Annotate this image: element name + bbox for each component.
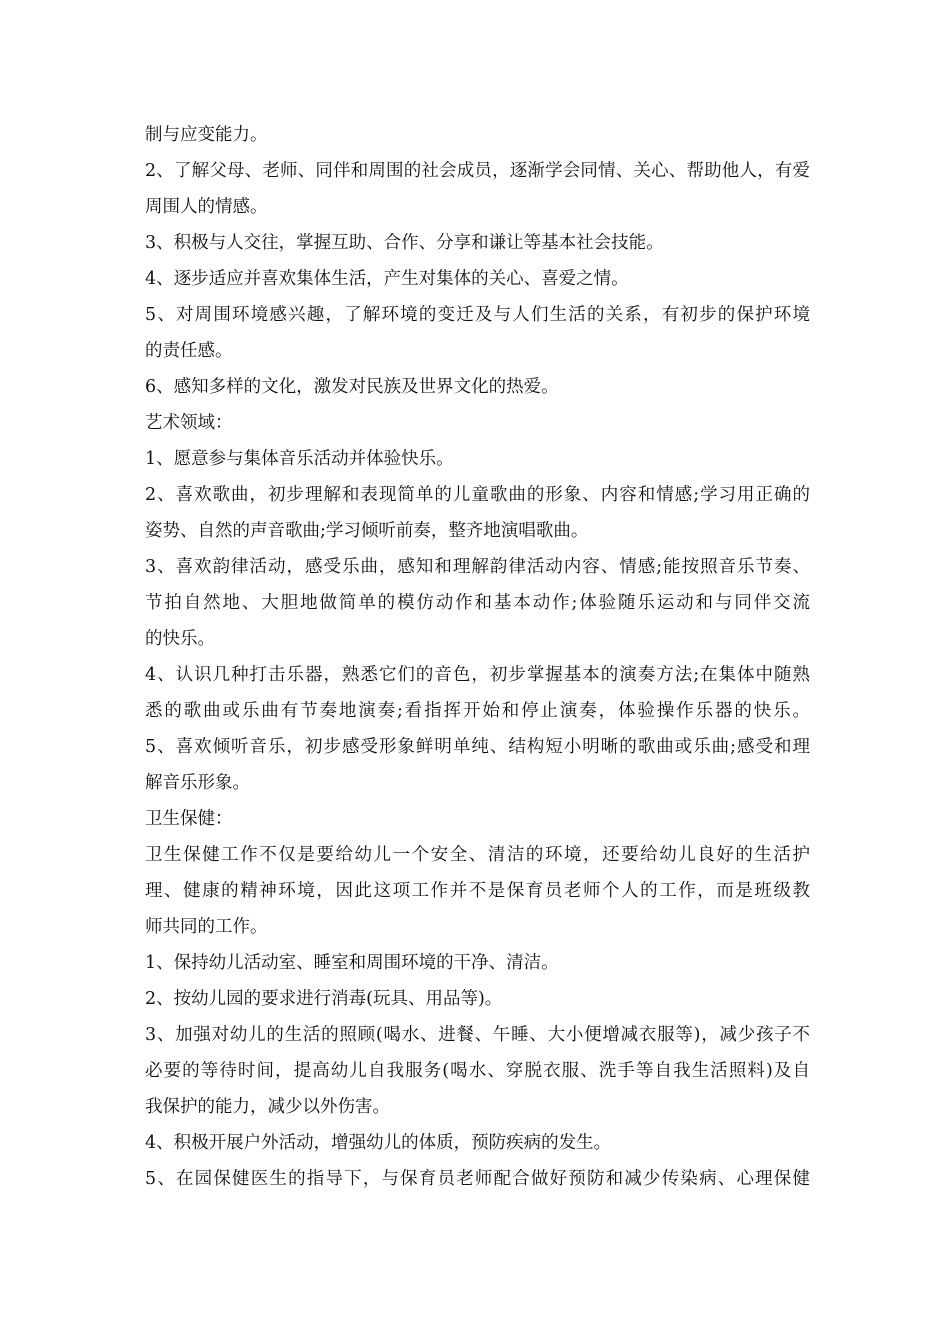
text-line: 必要的等待时间，提高幼儿自我服务(喝水、穿脱衣服、洗手等自我生活照料)及自 <box>145 1061 810 1081</box>
text-line: 卫生保健工作不仅是要给幼儿一个安全、清洁的环境，还要给幼儿良好的生活护 <box>145 845 810 865</box>
text-line: 1、保持幼儿活动室、睡室和周围环境的干净、清洁。 <box>145 953 559 973</box>
text-line: 师共同的工作。 <box>145 917 268 937</box>
text-line: 悉的歌曲或乐曲有节奏地演奏;看指挥开始和停止演奏，体验操作乐器的快乐。 <box>145 701 810 721</box>
text-line: 1、愿意参与集体音乐活动并体验快乐。 <box>145 449 454 469</box>
text-line: 卫生保健： <box>145 809 233 829</box>
text-line: 3、加强对幼儿的生活的照顾(喝水、进餐、午睡、大小便增减衣服等)，减少孩子不 <box>145 1025 810 1045</box>
text-line: 周围人的情感。 <box>145 197 268 217</box>
text-line: 制与应变能力。 <box>145 125 268 145</box>
text-line: 的快乐。 <box>145 629 215 649</box>
text-line: 3、喜欢韵律活动，感受乐曲，感知和理解韵律活动内容、情感;能按照音乐节奏、 <box>145 557 810 577</box>
text-line: 2、喜欢歌曲，初步理解和表现简单的儿童歌曲的形象、内容和情感;学习用正确的 <box>145 485 810 505</box>
text-line: 4、认识几种打击乐器，熟悉它们的音色，初步掌握基本的演奏方法;在集体中随熟 <box>145 665 810 685</box>
text-line: 4、逐步适应并喜欢集体生活，产生对集体的关心、喜爱之情。 <box>145 269 629 289</box>
text-line: 3、积极与人交往，掌握互助、合作、分享和谦让等基本社会技能。 <box>145 233 664 253</box>
text-line: 姿势、自然的声音歌曲;学习倾听前奏，整齐地演唱歌曲。 <box>145 521 589 541</box>
text-line: 理、健康的精神环境，因此这项工作并不是保育员老师个人的工作，而是班级教 <box>145 881 810 901</box>
text-line: 2、了解父母、老师、同伴和周围的社会成员，逐渐学会同情、关心、帮助他人，有爱 <box>145 161 810 181</box>
text-line: 我保护的能力，减少以外伤害。 <box>145 1097 390 1117</box>
document-page <box>145 117 810 1197</box>
text-line: 5、在园保健医生的指导下，与保育员老师配合做好预防和减少传染病、心理保健 <box>145 1169 810 1189</box>
text-line: 5、喜欢倾听音乐，初步感受形象鲜明单纯、结构短小明晰的歌曲或乐曲;感受和理 <box>145 737 810 757</box>
text-line: 6、感知多样的文化，激发对民族及世界文化的热爱。 <box>145 377 559 397</box>
text-line: 5、对周围环境感兴趣，了解环境的变迁及与人们生活的关系，有初步的保护环境 <box>145 305 810 325</box>
text-line: 4、积极开展户外活动，增强幼儿的体质，预防疾病的发生。 <box>145 1133 612 1153</box>
text-line: 艺术领域： <box>145 413 233 433</box>
text-line: 的责任感。 <box>145 341 233 361</box>
text-line: 解音乐形象。 <box>145 773 250 793</box>
text-line: 2、按幼儿园的要求进行消毒(玩具、用品等)。 <box>145 989 503 1009</box>
text-line: 节拍自然地、大胆地做简单的模仿动作和基本动作;体验随乐运动和与同伴交流 <box>145 593 810 613</box>
